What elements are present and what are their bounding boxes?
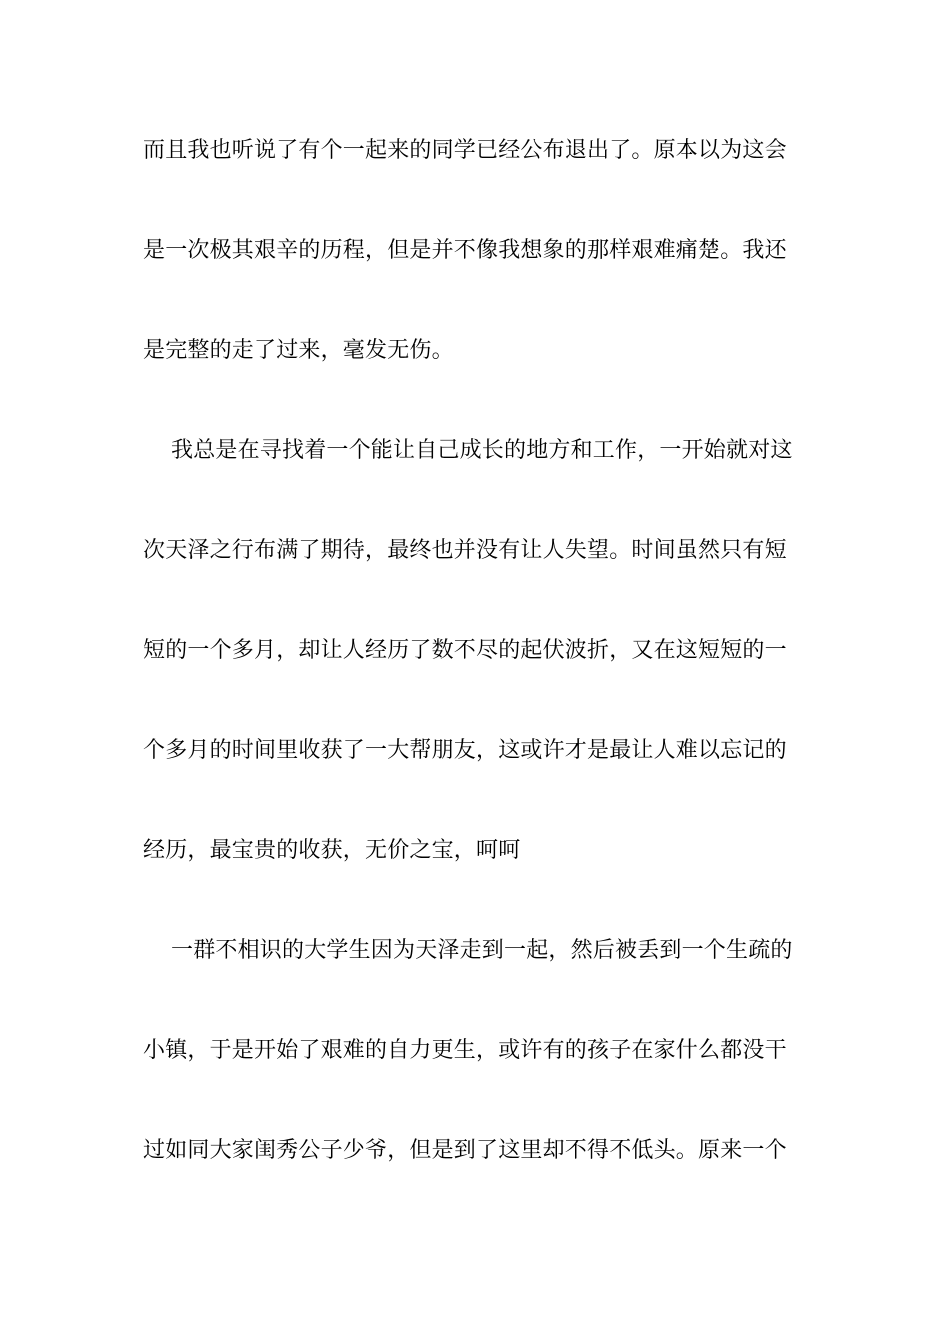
text-line: 次天泽之行布满了期待，最终也并没有让人失望。时间虽然只有短 (143, 538, 787, 563)
paragraph-start-line: 我总是在寻找着一个能让自己成长的地方和工作，一开始就对这 (171, 438, 793, 463)
text-line: 而且我也听说了有个一起来的同学已经公布退出了。原本以为这会 (143, 138, 787, 163)
text-line: 经历，最宝贵的收获，无价之宝，呵呵 (143, 838, 521, 863)
text-line: 小镇，于是开始了艰难的自力更生，或许有的孩子在家什么都没干 (143, 1038, 787, 1063)
paragraph-start-line: 一群不相识的大学生因为天泽走到一起，然后被丢到一个生疏的 (171, 938, 793, 963)
text-line: 是一次极其艰辛的历程，但是并不像我想象的那样艰难痛楚。我还 (143, 238, 787, 263)
document-body (143, 128, 807, 1228)
text-line: 是完整的走了过来，毫发无伤。 (143, 338, 454, 363)
text-line: 个多月的时间里收获了一大帮朋友，这或许才是最让人难以忘记的 (143, 738, 787, 763)
text-line: 短的一个多月，却让人经历了数不尽的起伏波折，又在这短短的一 (143, 638, 787, 663)
text-line: 过如同大家闺秀公子少爷，但是到了这里却不得不低头。原来一个 (143, 1138, 787, 1163)
